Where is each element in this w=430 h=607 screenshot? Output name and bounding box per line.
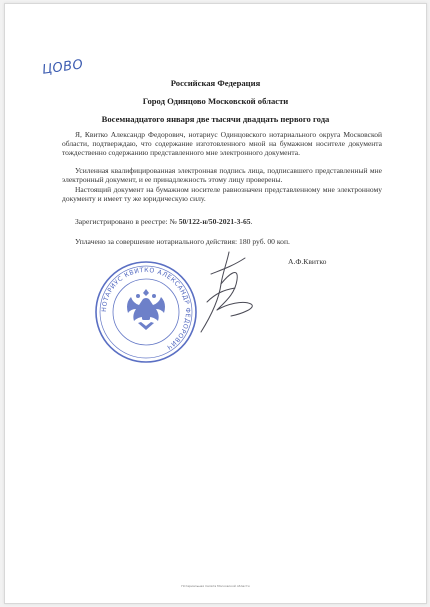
seal-text: НОТАРИУС КВИТКО АЛЕКСАНДР ФЕДОРОВИЧ <box>100 266 192 351</box>
registry-prefix: Зарегистрировано в реестре: № <box>75 217 177 226</box>
payment-line: Уплачено за совершение нотариального действия: 180 руб. 00 коп. <box>75 237 290 246</box>
signatory-name: А.Ф.Квитко <box>288 257 327 266</box>
heading-city: Город Одинцово Московской области <box>142 96 289 106</box>
notary-signature <box>181 244 281 339</box>
heading-country: Российская Федерация <box>170 78 261 88</box>
registry-number: 50/122-н/50-2021-3-65 <box>178 217 251 226</box>
paragraph-equivalence: Настоящий документ на бумажном носителе равнозначен представленному мне электронному документу и имеет ту же юридическую силу. <box>62 185 382 204</box>
heading-date: Восемнадцатого января две тысячи двадцать первого года <box>101 114 330 124</box>
paragraph-signature-check: Усиленная квалифицированная электронная подпись лица, подписавшего представленный мне электронный документ, и ее принадлежность этому лицу проверены. <box>62 166 382 185</box>
registry-suffix: . <box>250 217 253 226</box>
eagle-emblem-icon <box>127 289 165 330</box>
footer-caption: Нотариальная палата Московской области <box>181 584 250 588</box>
handwritten-note: ЦОВО <box>41 57 85 78</box>
paragraph-certification: Я, Квитко Александр Федорович, нотариус Одинцовского нотариального округа Московской области, подтверждаю, что содержание изготовленного мной на бумажном носителе документа тождественно содержанию представленного мне электронного документа. <box>62 130 382 158</box>
registry-line <box>75 217 252 226</box>
document-page <box>4 3 427 604</box>
